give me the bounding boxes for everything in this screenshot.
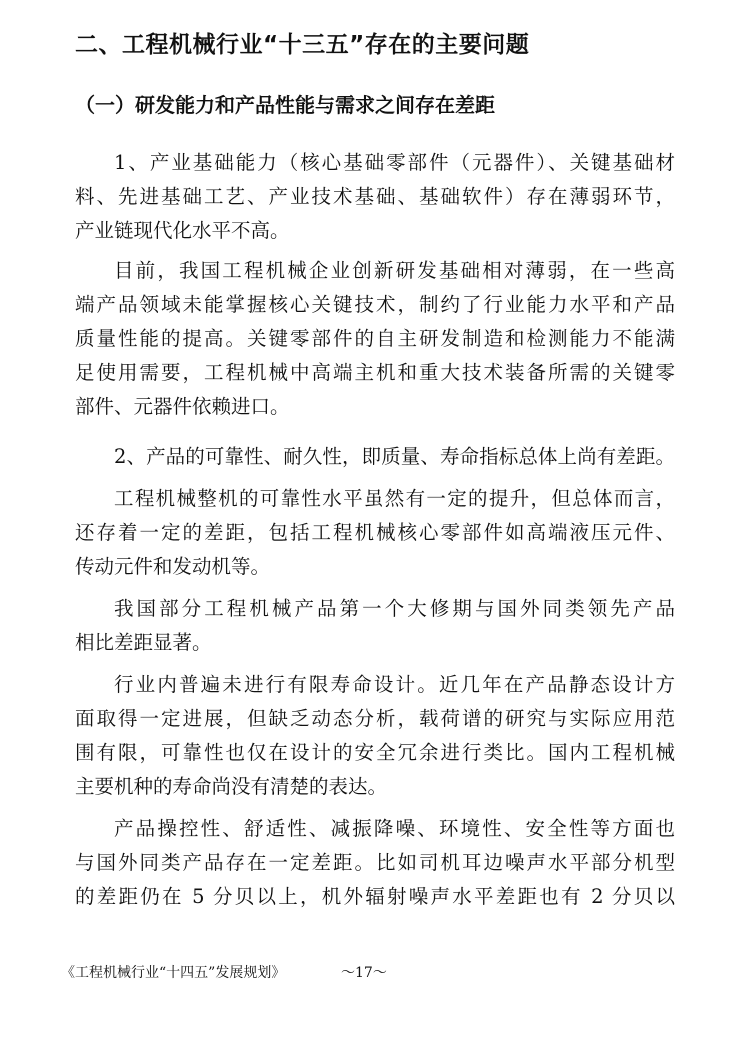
paragraph-line: 主要机种的寿命尚没有清楚的表达。: [75, 775, 388, 798]
paragraph-line: 面取得一定进展，但缺乏动态分析，载荷谱的研究与实际应用范: [75, 707, 675, 730]
paragraph-line: 工程机械整机的可靠性水平虽然有一定的提升，但总体而言，: [114, 487, 675, 510]
paragraph-line: 还存着一定的差距，包括工程机械核心零部件如高端液压元件、: [75, 521, 675, 544]
page-number: ～17～: [341, 965, 387, 981]
paragraph-line: 产品操控性、舒适性、减振降噪、环境性、安全性等方面也: [114, 817, 675, 840]
paragraph-line: 与国外同类产品存在一定差距。比如司机耳边噪声水平部分机型: [75, 851, 675, 874]
paragraph-line: 2、产品的可靠性、耐久性，即质量、寿命指标总体上尚有差距。: [114, 445, 675, 468]
paragraph-line: 传动元件和发动机等。: [75, 555, 271, 578]
paragraph-line: 产业链现代化水平不高。: [75, 219, 290, 242]
section-heading: 二、工程机械行业“十三五”存在的主要问题: [75, 32, 530, 58]
paragraph-line: 料、先进基础工艺、产业技术基础、基础软件）存在薄弱环节，: [75, 185, 675, 208]
paragraph-line: 足使用需要，工程机械中高端主机和重大技术装备所需的关键零: [75, 361, 675, 384]
paragraph-line: 质量性能的提高。关键零部件的自主研发制造和检测能力不能满: [75, 327, 675, 350]
paragraph-line: 行业内普遍未进行有限寿命设计。近几年在产品静态设计方: [114, 673, 675, 696]
paragraph-line: 部件、元器件依赖进口。: [75, 395, 290, 418]
paragraph-line: 围有限，可靠性也仅在设计的安全冗余进行类比。国内工程机械: [75, 741, 675, 764]
paragraph-line: 我国部分工程机械产品第一个大修期与国外同类领先产品: [114, 597, 675, 620]
paragraph-line: 的差距仍在 5 分贝以上，机外辐射噪声水平差距也有 2 分贝以: [75, 885, 675, 908]
footer-document-title: 《工程机械行业“十四五”发展规划》: [61, 965, 286, 981]
paragraph-line: 目前，我国工程机械企业创新研发基础相对薄弱，在一些高: [114, 259, 675, 282]
subsection-heading: （一）研发能力和产品性能与需求之间存在差距: [75, 93, 495, 117]
paragraph-line: 相比差距显著。: [75, 631, 212, 654]
paragraph-line: 端产品领域未能掌握核心关键技术，制约了行业能力水平和产品: [75, 293, 675, 316]
paragraph-line: 1、产业基础能力（核心基础零部件（元器件）、关键基础材: [114, 151, 675, 174]
